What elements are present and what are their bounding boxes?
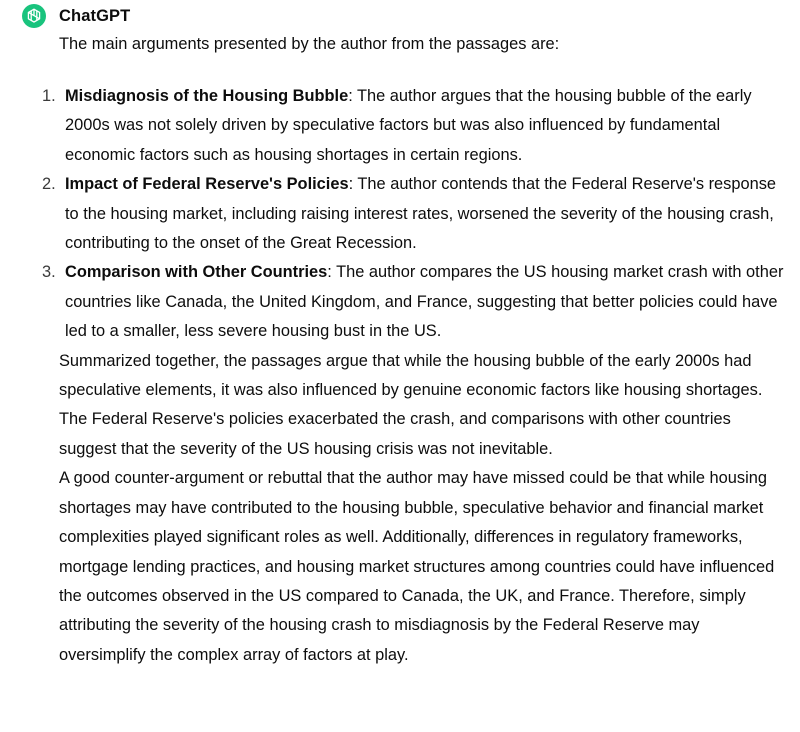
list-item [42,170,789,258]
summary-paragraph: Summarized together, the passages argue that while the housing bubble of the early 2000s had speculative elements, it was also influenced by genuine economic factors like housing shortages. The Federal Reserve's policies exacerbated the crash, and comparisons with other countries suggest that the severity of the US housing crisis was not inevitable. [59,351,763,458]
argument-text: : The author argues that the housing bubble of the early 2000s was not solely driven by speculative factors but was also influenced by fundamental economic factors such as housing shortages in certain regions. [65,87,752,164]
list-number: 2. [42,175,56,194]
list-item [42,82,789,170]
argument-title: Misdiagnosis of the Housing Bubble [65,87,349,105]
avatar [22,4,46,28]
counter-argument-paragraph: A good counter-argument or rebuttal that the author may have missed could be that while housing shortages may have contributed to the housing bubble, speculative behavior and financial market complexities played significant roles as well. Additionally, differences in regulatory frameworks, mortgage lending practices, and housing market structures among countries could have influenced the outcomes observed in the US compared to Canada, the UK, and France. Therefore, simply attributing the severity of the housing crash to misdiagnosis by the Federal Reserve may oversimplify the complex array of factors at play. [59,469,775,664]
list-item [42,258,789,346]
argument-text: : The author compares the US housing market crash with other countries like Canada, the United Kingdom, and France, suggesting that better policies could have led to a smaller, less severe housing bust in the US. [65,263,784,341]
arguments-list [42,82,789,347]
author-name: ChatGPT [59,6,131,25]
intro-text: The main arguments presented by the author from the passages are: [59,35,560,53]
openai-logo-icon [22,4,46,28]
argument-title: Comparison with Other Countries [65,263,328,282]
message-header [22,2,130,30]
list-number: 1. [42,87,56,105]
list-number: 3. [42,263,56,282]
message-body [42,29,789,670]
argument-text: : The author contends that the Federal Reserve's response to the housing market, including raising interest rates, worsened the severity of the housing crash, contributing to the onset of the Great Recession. [65,175,777,253]
argument-title: Impact of Federal Reserve's Policies [65,175,349,194]
